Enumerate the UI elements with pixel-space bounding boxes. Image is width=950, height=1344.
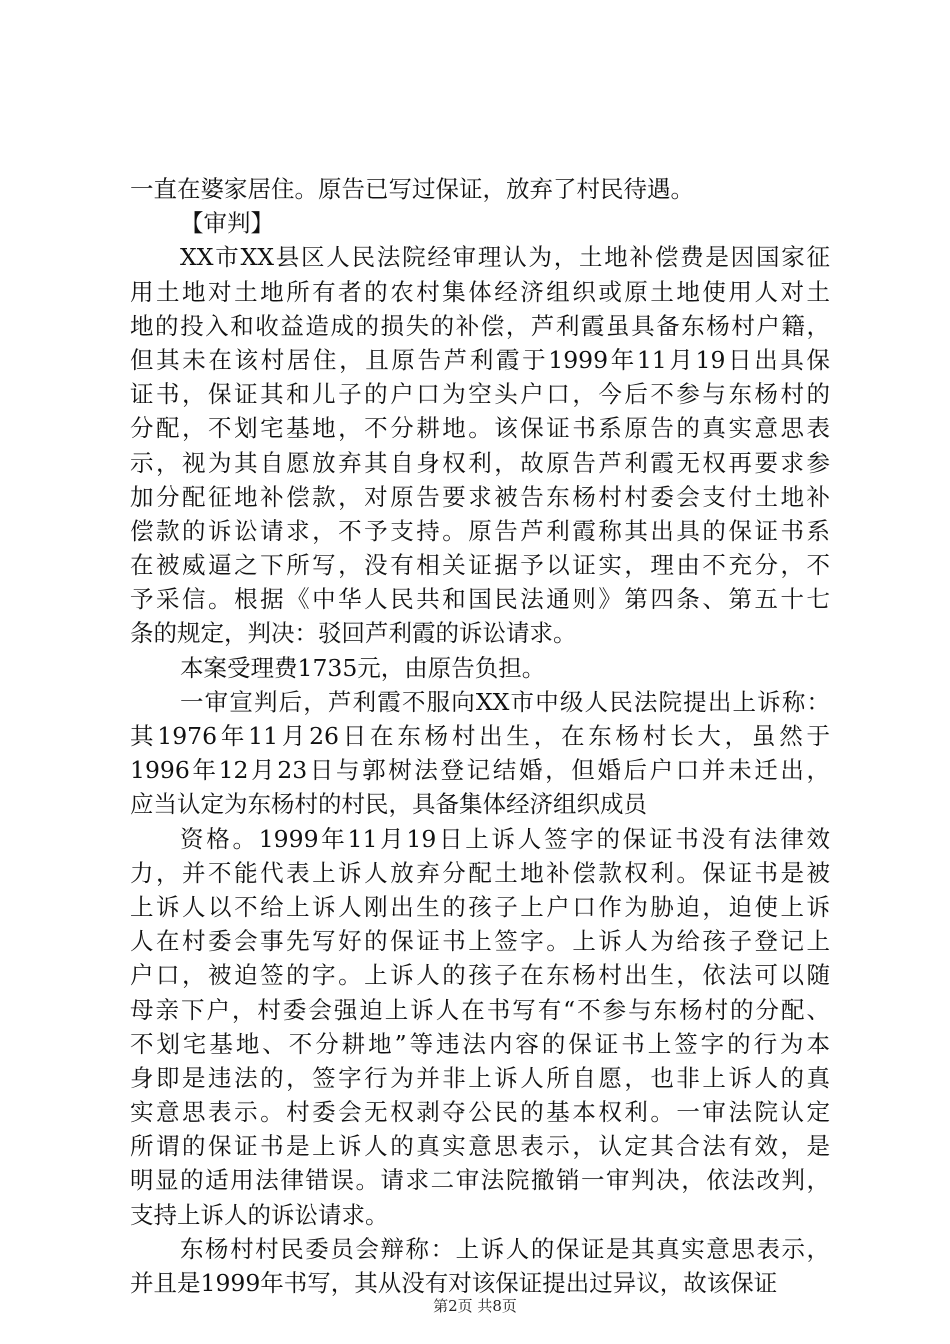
- text-line: 在被威逼之下所写，没有相关证据予以证实，理由不充分，不: [130, 551, 830, 580]
- paragraph: [130, 172, 830, 206]
- text-line: 证书，保证其和儿子的户口为空头户口，今后不参与东杨村的: [130, 380, 830, 409]
- text-line: 予采信。根据《中华人民共和国民法通则》第四条、第五十七: [130, 585, 830, 614]
- text-line: 东杨村村民委员会辩称：上诉人的保证是其真实意思表示，: [180, 1234, 830, 1263]
- text-line: 地的投入和收益造成的损失的补偿，芦利霞虽具备东杨村户籍，: [130, 311, 830, 340]
- text-line: 一审宣判后，芦利霞不服向XX市中级人民法院提出上诉称：: [180, 687, 830, 716]
- paragraph: [130, 206, 830, 240]
- paragraph: [130, 240, 830, 650]
- text-line: 示，视为其自愿放弃其自身权利，故原告芦利霞无权再要求参: [130, 448, 830, 477]
- text-line: 其1976年11月26日在东杨村出生，在东杨村长大，虽然于: [130, 722, 830, 750]
- text-line: 人在村委会事先写好的保证书上签字。上诉人为给孩子登记上: [130, 927, 830, 956]
- paragraph: [130, 685, 830, 822]
- text-line: 本案受理费1735元，由原告负担。: [180, 653, 546, 682]
- text-line: 应当认定为东杨村的村民，具备集体经济组织成员: [130, 790, 647, 819]
- text-line: 资格。1999年11月19日上诉人签字的保证书没有法律效: [180, 824, 830, 853]
- text-line: 用土地对土地所有者的农村集体经济组织或原土地使用人对土: [130, 277, 830, 306]
- text-line: 力，并不能代表上诉人放弃分配土地补偿款权利。保证书是被: [130, 858, 830, 887]
- text-line: 实意思表示。村委会无权剥夺公民的基本权利。一审法院认定: [130, 1098, 830, 1127]
- text-line: 支持上诉人的诉讼请求。: [130, 1200, 389, 1229]
- document-body: [130, 172, 830, 1300]
- text-line: 【审判】: [180, 209, 274, 238]
- text-line: XX市XX县区人民法院经审理认为，土地补偿费是因国家征: [180, 243, 830, 272]
- text-line: 分配，不划宅基地，不分耕地。该保证书系原告的真实意思表: [130, 414, 830, 443]
- text-line: 身即是违法的，签字行为并非上诉人所自愿，也非上诉人的真: [130, 1063, 830, 1092]
- text-line: 母亲下户，村委会强迫上诉人在书写有“不参与东杨村的分配、: [130, 995, 830, 1024]
- text-line: 但其未在该村居住，且原告芦利霞于1999年11月19日出具保: [130, 345, 830, 374]
- text-line: 偿款的诉讼请求，不予支持。原告芦利霞称其出具的保证书系: [130, 516, 830, 545]
- text-line: 明显的适用法律错误。请求二审法院撤销一审判决，依法改判，: [130, 1166, 830, 1195]
- paragraph: [130, 651, 830, 685]
- text-line: 加分配征地补偿款，对原告要求被告东杨村村委会支付土地补: [130, 482, 830, 511]
- text-line: 条的规定，判决：驳回芦利霞的诉讼请求。: [130, 619, 577, 648]
- text-line: 1996年12月23日与郭树法登记结婚，但婚后户口并未迁出，: [130, 756, 830, 785]
- text-line: 上诉人以不给上诉人刚出生的孩子上户口作为胁迫，迫使上诉: [130, 892, 830, 921]
- text-line: 并且是1999年书写，其从没有对该保证提出过异议，故该保证: [130, 1269, 778, 1297]
- page-footer: 第2页 共8页: [433, 1297, 517, 1315]
- text-line: 一直在婆家居住。原告已写过保证，放弃了村民待遇。: [130, 175, 694, 203]
- text-line: 不划宅基地、不分耕地”等违法内容的保证书上签字的行为本: [130, 1029, 830, 1058]
- paragraph: [130, 822, 830, 1232]
- paragraph: [130, 1232, 830, 1300]
- text-line: 所谓的保证书是上诉人的真实意思表示，认定其合法有效，是: [130, 1132, 830, 1161]
- text-line: 户口，被迫签的字。上诉人的孩子在东杨村出生，依法可以随: [130, 961, 830, 990]
